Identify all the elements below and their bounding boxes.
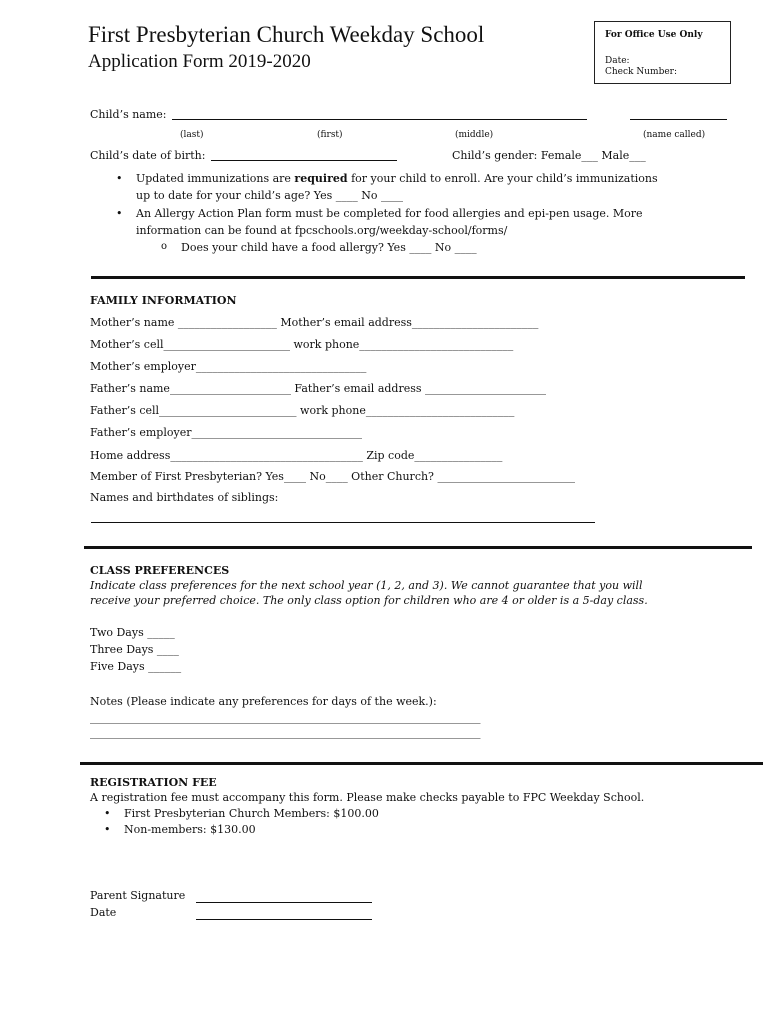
registration-fee-text: A registration fee must accompany this form. Please make checks payable to FPC Weekday School. (90, 791, 645, 804)
last-caption: (last) (180, 130, 204, 140)
immunization-text-post: for your child to enroll. Are your child’s immunizations (347, 172, 658, 185)
middle-caption: (middle) (455, 130, 494, 140)
membership-row[interactable]: Member of First Presbyterian? Yes____ No____ Other Church? _________________________ (90, 470, 575, 483)
form-title: First Presbyterian Church Weekday School (88, 22, 485, 47)
two-days-option[interactable]: Two Days _____ (90, 626, 175, 639)
immunization-text-pre: Updated immunizations are (136, 172, 295, 185)
dob-label: Child’s date of birth: (90, 149, 206, 162)
dob-field[interactable] (211, 160, 397, 161)
required-emphasis: required (294, 172, 348, 185)
mother-name-row[interactable]: Mother’s name __________________ Mother’s email address_______________________ (90, 316, 539, 329)
siblings-label: Names and birthdates of siblings: (90, 491, 279, 504)
father-employer-row[interactable]: Father’s employer_______________________________ (90, 426, 362, 439)
signature-date-label: Date (90, 906, 117, 919)
mother-employer-row[interactable]: Mother’s employer_______________________________ (90, 360, 367, 373)
office-use-box (594, 21, 731, 84)
father-name-row[interactable]: Father’s name______________________ Father’s email address ______________________ (90, 382, 547, 395)
name-called-caption: (name called) (643, 130, 706, 140)
child-name-field[interactable] (172, 119, 587, 120)
allergy-info-link: information can be found at fpcschools.org/weekday-school/forms/ (136, 224, 508, 237)
member-fee-item: • First Presbyterian Church Members: $100.00 (124, 807, 379, 820)
mother-cell-row[interactable]: Mother’s cell_______________________ work phone____________________________ (90, 338, 514, 351)
family-heading: FAMILY INFORMATION (90, 294, 237, 307)
registration-fee-heading: REGISTRATION FEE (90, 776, 217, 789)
signature-date-field[interactable] (196, 919, 372, 920)
child-called-name-field[interactable] (630, 119, 727, 120)
class-preferences-note-2: receive your preferred choice. The only class option for children who are 4 or older is a 5-day class. (90, 594, 648, 607)
class-preferences-heading: CLASS PREFERENCES (90, 564, 230, 577)
five-days-option[interactable]: Five Days ______ (90, 660, 182, 673)
gender-line[interactable]: Child’s gender: Female___ Male___ (452, 149, 646, 162)
three-days-option[interactable]: Three Days ____ (90, 643, 179, 656)
notes-field-2[interactable]: _______________________________________________________________________ (90, 726, 481, 739)
home-address-row[interactable]: Home address___________________________________ Zip code________________ (90, 449, 503, 462)
section-divider (80, 762, 763, 765)
section-divider (91, 276, 745, 279)
immunization-note (136, 172, 658, 185)
class-preferences-note-1: Indicate class preferences for the next school year (1, 2, and 3). We cannot guarantee that you will (90, 579, 643, 592)
parent-signature-label: Parent Signature (90, 889, 186, 902)
office-use-heading: For Office Use Only (605, 30, 703, 40)
form-subtitle: Application Form 2019-2020 (88, 51, 311, 72)
immunization-question[interactable]: up to date for your child’s age? Yes ____ No ____ (136, 189, 403, 202)
father-cell-row[interactable]: Father’s cell_________________________ work phone___________________________ (90, 404, 515, 417)
office-check-label: Check Number: (605, 67, 677, 77)
first-caption: (first) (317, 130, 343, 140)
siblings-field[interactable] (91, 522, 595, 523)
office-date-label: Date: (605, 56, 630, 66)
parent-signature-field[interactable] (196, 902, 372, 903)
child-name-label: Child’s name: (90, 108, 167, 121)
nonmember-fee-item: • Non-members: $130.00 (124, 823, 256, 836)
notes-label: Notes (Please indicate any preferences for days of the week.): (90, 695, 437, 708)
section-divider (84, 546, 752, 549)
notes-field-1[interactable]: _______________________________________________________________________ (90, 711, 481, 724)
food-allergy-question[interactable]: o Does your child have a food allergy? Yes ____ No ____ (181, 241, 477, 254)
allergy-note: • An Allergy Action Plan form must be completed for food allergies and epi-pen usage. More (136, 207, 643, 220)
